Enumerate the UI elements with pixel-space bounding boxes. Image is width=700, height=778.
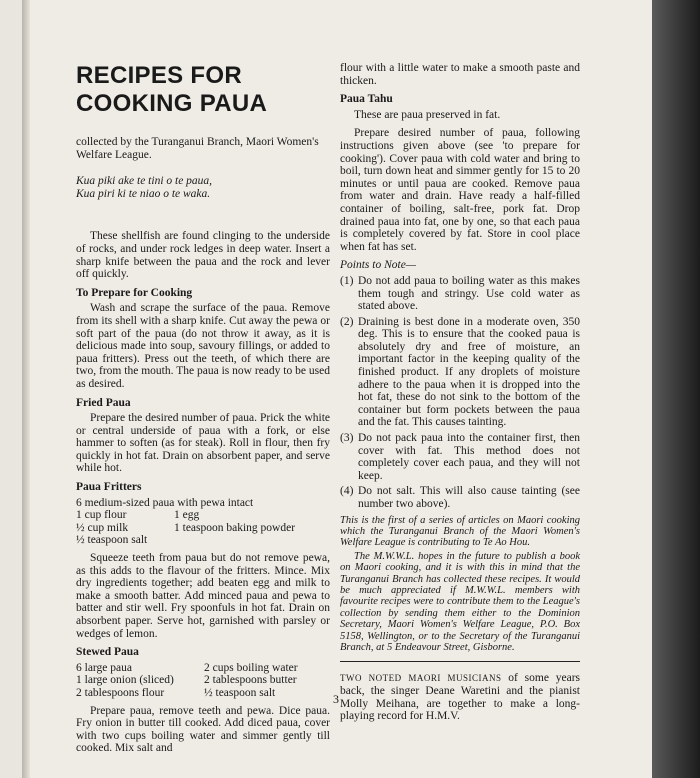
section-heading-stewed: Stewed Paua <box>76 646 139 659</box>
note-item: (1) Do not add paua to boiling water as this makes them tough and stringy. Use cold water as stated above. <box>340 274 580 313</box>
left-page-edge <box>0 0 22 778</box>
book-gutter <box>22 0 30 778</box>
right-column <box>340 62 580 729</box>
prepare-paragraph: Wash and scrape the surface of the paua. Remove from its shell with a sharp knife. Cut away the pewa or soft part of the paua (do not throw it away, as it is delicious made into soup, savoury fillings, or added to paua fritters). Press out the teeth, of which there are two, from the mouth. The paua is now ready to be used as desired. <box>76 302 330 390</box>
stewed-paragraph-continued: flour with a little water to make a smooth paste and thicken. <box>340 62 580 87</box>
note-item: (3) Do not pack paua into the container first, then cover with fat. This method does not completely cover each paua, and they will not keep. <box>340 432 580 482</box>
fritters-ingredients: 6 medium-sized paua with pewa intact 1 cup flour 1 egg ½ cup milk 1 teaspoon baking powder ½ teaspoon salt <box>76 496 296 547</box>
proverb: Kua piki ake te tini o te paua, Kua piri ki te niao o te waka. <box>76 175 213 200</box>
left-column <box>76 62 330 761</box>
stewed-ingredients: 6 large paua 2 cups boiling water 1 large onion (sliced) 2 tablespoons butter 2 tablespoons flour ½ teaspoon salt <box>76 661 298 699</box>
divider <box>340 661 580 662</box>
section-heading-prepare: To Prepare for Cooking <box>76 286 193 299</box>
news-item: TWO NOTED MAORI MUSICIANS of some years back, the singer Deane Waretini and the pianist Molly Meihana, are together to make a long-playing record for H.M.V. <box>340 672 580 723</box>
notes-list <box>340 275 580 511</box>
fritters-paragraph: Squeeze teeth from paua but do not remove pewa, as this adds to the flavour of the fritters. Mince. Mix dry ingredients together; add beaten egg and milk to make a smooth batter. Add minced paua and pewa to batter and stir well. Fry spoonfuls in hot fat. Drain on absorbent paper. Serve hot, garnished with parsley or wedges of lemon. <box>76 552 330 640</box>
tahu-paragraph: Prepare desired number of paua, following instructions given above (see 'to prepare for cooking'). Cover paua with cold water and bring to boil, turn down heat and simmer gently for 15 to 20 minutes or until paua are cooked. Remove paua from water and drain. Have ready a half-filled container of boiling, salt-free, pork fat. Drop drained paua into fat, one by one, so that each paua is completely covered by fat. Store in cool place when fat has set. <box>340 127 580 253</box>
section-heading-fritters: Paua Fritters <box>76 481 142 494</box>
section-heading-fried: Fried Paua <box>76 396 131 409</box>
byline: collected by the Turanganui Branch, Maori Women's Welfare League. <box>76 136 319 161</box>
notes-heading: Points to Note— <box>340 259 417 272</box>
tahu-intro: These are paua preserved in fat. <box>354 108 501 121</box>
page-title: RECIPES FOR COOKING PAUA <box>76 62 268 117</box>
intro-paragraph: These shellfish are found clinging to the underside of rocks, and under rock ledges in deep water. Insert a sharp knife between the paua and the rock and lever off quickly. <box>76 230 330 281</box>
page-number: 3 <box>333 692 339 706</box>
note-item: (4) Do not salt. This will also cause tainting (see number two above). <box>340 485 580 510</box>
right-edge-shadow <box>652 0 700 778</box>
series-note: This is the first of a series of articles on Maori cooking which the Turanganui Branch of the Maori Women's Welfare League is contributing to Te Ao Hou. <box>340 514 580 549</box>
section-heading-tahu: Paua Tahu <box>340 93 393 106</box>
note-item: (2) Draining is best done in a moderate oven, 350 deg. This is to ensure that the cooked paua is absolutely dry and free of moisture, an important factor in the keeping quality of the finished product. If any droplets of moisture adhere to the paua when it is dropped into the hot fat, these do not sink to the bottom of the container but form pockets between the paua and the fat. This causes tainting. <box>340 315 580 429</box>
mwwl-note: The M.W.W.L. hopes in the future to publish a book on Maori cooking, and it is with this in mind that the Turanganui Branch has collected these recipes. It would be much appreciated if M.W.W.L. members with favourite recipes were to contribute them to the League's collection by sending them either to the Dominion Secretary, Maori Women's Welfare League, P.O. Box 5158, Wellington, or to the Secretary of the Turanganui Branch, at 5 Endeavour Street, Gisborne. <box>340 550 580 654</box>
fried-paragraph: Prepare the desired number of paua. Prick the white or central underside of paua with a fork, or else hammer to soften (as for steak). Roll in flour, then fry quickly in hot fat. Drain on absorbent paper, and serve while hot. <box>76 412 330 475</box>
stewed-paragraph: Prepare paua, remove teeth and pewa. Dice paua. Fry onion in butter till cooked. Add diced paua, cover with two cups boiling water and simmer gently till cooked. Mix salt and <box>76 704 330 755</box>
